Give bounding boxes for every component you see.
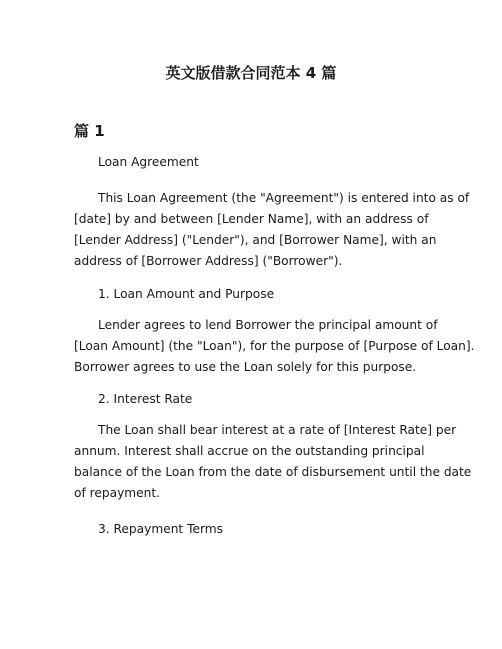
text-line: 2. Interest Rate [98,392,193,406]
text-line: Lender agrees to lend Borrower the principal amount of [98,318,438,332]
text-line: of repayment. [74,486,161,500]
text-line: This Loan Agreement (the "Agreement") is entered into as of [98,191,470,205]
text-line: 1. Loan Amount and Purpose [98,287,275,301]
document-title: 英文版借款合同范本 4 篇 [165,64,337,82]
text-line: Loan Agreement [98,155,199,169]
paragraph-loan-amount [74,315,475,378]
paragraph-interest-rate [74,420,472,504]
clause-heading-repayment-terms [74,519,444,540]
section-heading: 篇 1 [74,122,105,140]
text-line: balance of the Loan from the date of disbursement until the date [74,465,472,479]
text-line: The Loan shall bear interest at a rate of [Interest Rate] per [98,423,457,437]
text-line: Borrower agrees to use the Loan solely for this purpose. [74,360,417,374]
clause-heading-loan-amount [74,284,444,305]
text-line: annum. Interest shall accrue on the outstanding principal [74,444,425,458]
clause-heading-interest-rate [74,389,444,410]
text-line: 3. Repayment Terms [98,522,223,536]
text-line: [Loan Amount] (the "Loan"), for the purpose of [Purpose of Loan]. [74,339,475,353]
text-line: [date] by and between [Lender Name], with an address of [74,212,429,226]
paragraph-loan-agreement-title [74,152,444,173]
paragraph-intro [74,188,470,272]
text-line: address of [Borrower Address] ("Borrower"). [74,254,343,268]
text-line: [Lender Address] ("Lender"), and [Borrower Name], with an [74,233,437,247]
